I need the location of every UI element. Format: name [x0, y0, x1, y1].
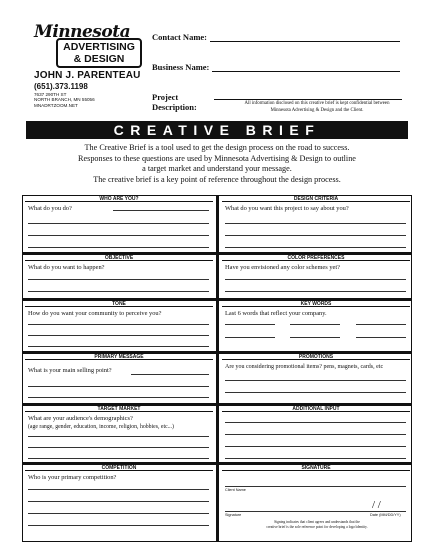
- section-design-criteria: [222, 196, 410, 252]
- answer-line[interactable]: [28, 223, 209, 224]
- answer-line[interactable]: [28, 513, 209, 514]
- confidentiality-line1: All information disclosed on this creative brief is kept confidential between: [244, 101, 390, 106]
- keyword-line-2[interactable]: [290, 324, 340, 325]
- address-line2: NORTH BRANCH, MN 55056: [34, 97, 95, 103]
- contact-name-field[interactable]: [152, 32, 400, 42]
- signature-line[interactable]: [225, 511, 406, 512]
- section-objective: [25, 255, 213, 298]
- business-name-field[interactable]: [152, 62, 400, 72]
- section-title-promotions: PROMOTIONS: [222, 354, 410, 360]
- section-title-signature: SIGNATURE: [222, 465, 410, 471]
- section-target-market: [25, 406, 213, 462]
- brief-form-grid: [22, 195, 412, 542]
- question-color: Have you envisioned any color schemes yet?: [225, 264, 340, 271]
- contact-name-label: Contact Name:: [152, 32, 207, 42]
- answer-line[interactable]: [225, 223, 406, 224]
- answer-line[interactable]: [28, 397, 209, 398]
- section-title-competition: COMPETITION: [25, 465, 213, 471]
- answer-line[interactable]: [225, 291, 406, 292]
- answer-line[interactable]: [225, 235, 406, 236]
- question-who: What do you do?: [28, 205, 72, 212]
- client-name-label: Client Name: [225, 488, 246, 492]
- phone-number: (651).373.1198: [34, 82, 88, 91]
- question-message: What is your main selling point?: [28, 367, 112, 374]
- address-block: [34, 92, 144, 108]
- section-who-are-you: [25, 196, 213, 252]
- question-promotions: Are you considering promotional items? pens, magnets, cards, etc: [225, 364, 384, 370]
- website: MNADRTZOOM.NET: [34, 102, 78, 108]
- logo-wordmark-line2: & DESIGN: [73, 53, 125, 65]
- section-title-who: WHO ARE YOU?: [25, 196, 213, 202]
- answer-line[interactable]: [28, 291, 209, 292]
- client-name-line[interactable]: [225, 486, 406, 487]
- section-title-objective: OBJECTIVE: [25, 255, 213, 261]
- answer-line[interactable]: [28, 501, 209, 502]
- business-name-label: Business Name:: [152, 62, 210, 72]
- section-key-words: [222, 301, 410, 351]
- date-label: Date (MM/DD/YY): [370, 513, 401, 517]
- question-competition: Who is your primary competition?: [28, 474, 117, 481]
- answer-line[interactable]: [28, 489, 209, 490]
- section-title-tone: TONE: [25, 301, 213, 307]
- intro-line3: a target market and understand your message.: [142, 164, 292, 173]
- answer-line[interactable]: [225, 458, 406, 459]
- answer-line[interactable]: [225, 422, 406, 423]
- intro-line4: The creative brief is a key point of reference throughout the design process.: [93, 174, 341, 184]
- column-divider: [216, 196, 219, 541]
- question-objective: What do you want to happen?: [28, 264, 105, 271]
- project-description-label-wrap: [152, 92, 214, 112]
- signature-label: Signature: [225, 513, 242, 517]
- business-name-line[interactable]: [212, 63, 400, 72]
- address-line1: 7637 290TH ST: [34, 92, 67, 97]
- intro-paragraph: [26, 143, 408, 185]
- keyword-line-6[interactable]: [356, 337, 406, 338]
- logo-wordmark: [56, 38, 142, 68]
- section-title-color: COLOR PREFERENCES: [222, 255, 410, 261]
- answer-line[interactable]: [28, 279, 209, 280]
- keyword-line-3[interactable]: [356, 324, 406, 325]
- creative-brief-banner: CREATIVE BRIEF: [26, 121, 408, 139]
- company-logo: [22, 22, 144, 117]
- answer-line[interactable]: [28, 346, 209, 347]
- answer-line[interactable]: [28, 436, 209, 437]
- answer-line[interactable]: [113, 210, 209, 211]
- question-tone: How do you want your community to perceive you?: [28, 310, 162, 317]
- answer-line[interactable]: [225, 434, 406, 435]
- signature-note: [242, 520, 392, 529]
- question-keywords: Last 6 words that reflect your company.: [225, 310, 327, 317]
- keyword-line-4[interactable]: [225, 337, 275, 338]
- section-primary-message: [25, 354, 213, 403]
- logo-wordmark-line1: ADVERTISING: [63, 41, 135, 53]
- contact-name-line[interactable]: [210, 33, 400, 42]
- section-title-message: PRIMARY MESSAGE: [25, 354, 213, 360]
- answer-line[interactable]: [28, 447, 209, 448]
- confidentiality-line2: Minnesota Advertising & Design and the Client.: [270, 108, 364, 113]
- section-title-additional: ADDITIONAL INPUT: [222, 406, 410, 412]
- answer-line[interactable]: [225, 380, 406, 381]
- answer-line[interactable]: [131, 374, 209, 375]
- signature-note-line1: Signing indicates that client agrees and understands that the: [274, 520, 360, 524]
- section-title-keywords: KEY WORDS: [222, 301, 410, 307]
- question-market-detail: (age range, gender, education, income, religion, hobbies, etc...): [28, 424, 174, 430]
- intro-line2: Responses to these questions are used by Minnesota Advertising & Design to outline: [78, 153, 356, 163]
- question-market: What are your audience's demographics?: [28, 415, 133, 422]
- section-competition: [25, 465, 213, 541]
- project-description-label: Project Description:: [152, 92, 197, 112]
- owner-name: JOHN J. PARENTEAU: [34, 70, 141, 81]
- section-title-market: TARGET MARKET: [25, 406, 213, 412]
- answer-line[interactable]: [28, 335, 209, 336]
- answer-line[interactable]: [28, 247, 209, 248]
- signature-note-line2: creative brief is the sole reference point for developing a logo/identity.: [266, 524, 368, 529]
- section-color-preferences: [222, 255, 410, 298]
- answer-line[interactable]: [28, 324, 209, 325]
- answer-line[interactable]: [225, 392, 406, 393]
- keyword-line-1[interactable]: [225, 324, 275, 325]
- answer-line[interactable]: [28, 386, 209, 387]
- answer-line[interactable]: [225, 247, 406, 248]
- section-tone: [25, 301, 213, 351]
- date-slashes: / /: [372, 499, 381, 511]
- logo-script-text: Minnesota: [34, 22, 131, 42]
- section-signature: [222, 465, 410, 541]
- question-design: What do you want this project to say about you?: [225, 205, 349, 212]
- answer-line[interactable]: [28, 525, 209, 526]
- answer-line[interactable]: [28, 235, 209, 236]
- section-additional-input: [222, 406, 410, 462]
- section-promotions: [222, 354, 410, 403]
- confidentiality-note: [226, 100, 408, 114]
- section-title-design: DESIGN CRITERIA: [222, 196, 410, 202]
- answer-line[interactable]: [28, 458, 209, 459]
- answer-line[interactable]: [225, 279, 406, 280]
- intro-line1: The Creative Brief is a tool used to get the design process on the road to success.: [84, 143, 350, 152]
- keyword-line-5[interactable]: [290, 337, 340, 338]
- answer-line[interactable]: [225, 446, 406, 447]
